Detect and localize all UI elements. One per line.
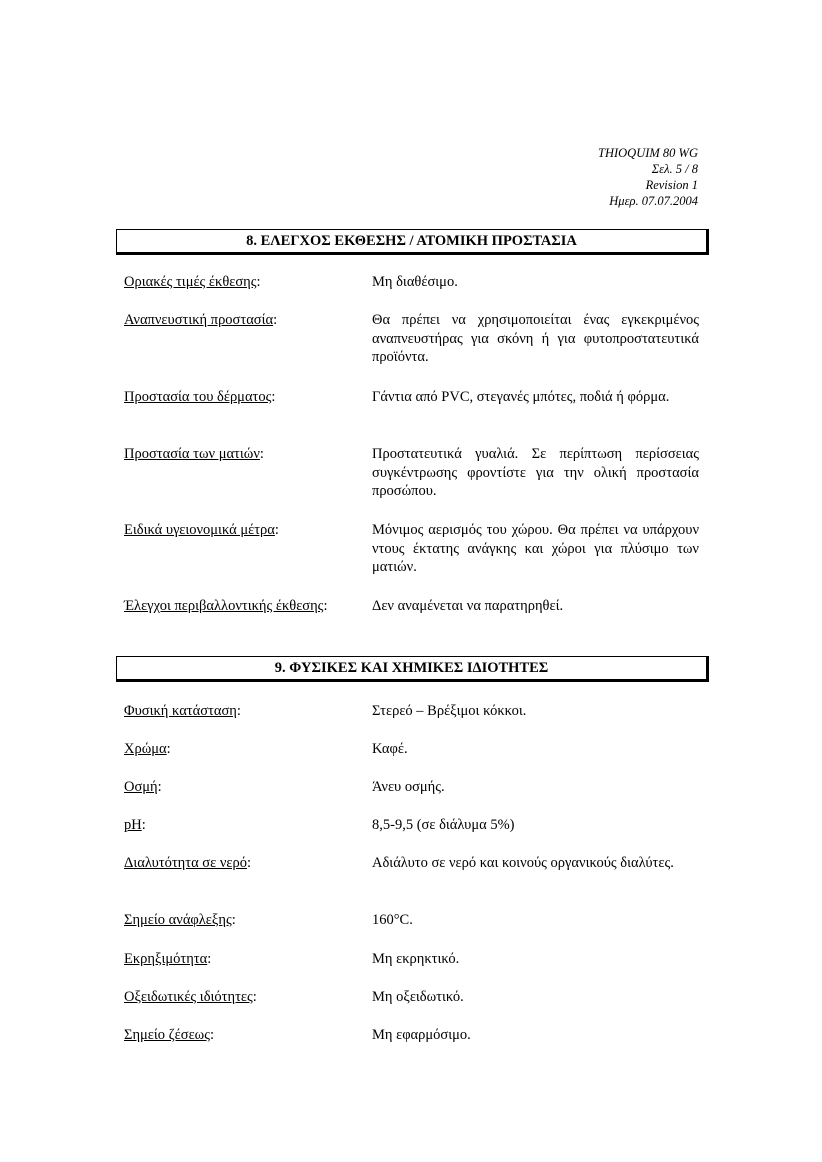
property-value: Μόνιμος αερισμός του χώρου. Θα πρέπει να υπάρχουν ντους έκτατης ανάγκης και χώροι για πλύσιμο των ματιών. [372,522,699,576]
property-label: pH: [124,817,146,833]
property-value: Μη οξειδωτικό. [372,989,464,1005]
property-value: Προστατευτικά γυαλιά. Σε περίπτωση περίσσειας συγκέντρωσης φροντίστε για την ολική προστασία προσώπου. [372,446,699,500]
property-value: Γάντια από PVC, στεγανές μπότες, ποδιά ή φόρμα. [372,389,670,405]
property-label: Φυσική κατάσταση: [124,703,241,719]
property-label: Προστασία των ματιών: [124,446,264,462]
property-label: Έλεγχοι περιβαλλοντικής έκθεσης: [124,598,328,614]
page-number: Σελ. 5 / 8 [651,162,698,176]
property-label: Προστασία του δέρματος: [124,389,276,405]
property-label: Σημείο ζέσεως: [124,1027,214,1043]
property-value: Καφέ. [372,741,408,757]
property-value: Άνευ οσμής. [372,779,445,795]
property-label: Εκρηξιμότητα: [124,951,212,967]
property-label: Ειδικά υγειονομικά μέτρα: [124,522,279,538]
property-value: Μη εκρηκτικό. [372,951,460,967]
property-label: Οριακές τιμές έκθεσης: [124,274,261,290]
property-value: Αδιάλυτο σε νερό και κοινούς οργανικούς διαλύτες. [372,855,674,871]
property-value: Στερεό – Βρέξιμοι κόκκοι. [372,703,527,719]
property-value: 160°C. [372,912,413,928]
property-label: Σημείο ανάφλεξης: [124,912,236,928]
revision: Revision 1 [645,178,698,192]
property-label: Αναπνευστική προστασία: [124,312,278,328]
property-label: Διαλυτότητα σε νερό: [124,855,251,871]
property-value: 8,5-9,5 (σε διάλυμα 5%) [372,817,515,833]
property-value: Θα πρέπει να χρησιμοποιείται ένας εγκεκριμένος αναπνευστήρας για σκόνη ή για φυτοπροστατευτικά προϊόντα. [372,312,699,366]
property-label: Χρώμα: [124,741,171,757]
document-header [598,145,698,209]
property-value: Μη εφαρμόσιμο. [372,1027,471,1043]
product-name: THIOQUIM 80 WG [598,146,698,160]
property-value: Μη διαθέσιμο. [372,274,458,290]
property-value: Δεν αναμένεται να παρατηρηθεί. [372,598,564,614]
property-label: Οξειδωτικές ιδιότητες: [124,989,257,1005]
document-date: Ημερ. 07.07.2004 [609,194,698,208]
section-8-heading: 8. ΕΛΕΓΧΟΣ ΕΚΘΕΣΗΣ / ΑΤΟΜΙΚΗ ΠΡΟΣΤΑΣΙΑ [116,229,709,255]
property-label: Οσμή: [124,779,162,795]
section-9-heading: 9. ΦΥΣΙΚΕΣ ΚΑΙ ΧΗΜΙΚΕΣ ΙΔΙΟΤΗΤΕΣ [116,656,709,682]
